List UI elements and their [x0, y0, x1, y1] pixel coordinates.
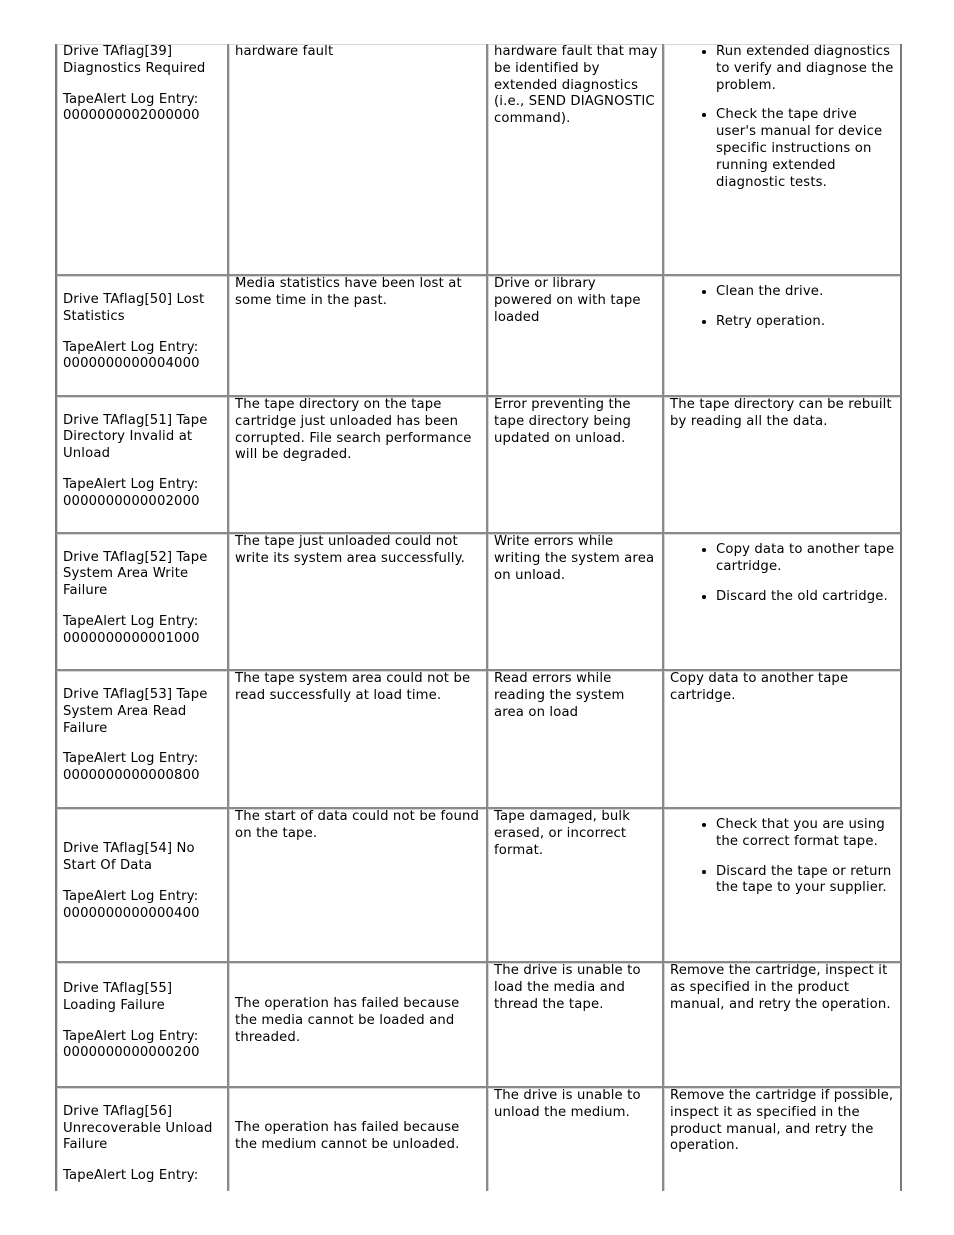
cause-cell: The drive is unable to load the media and thread the tape. — [487, 962, 663, 1087]
list-item: • Check the tape drive user's manual for device specific instructions on running extended diagnostic tests. — [716, 107, 896, 191]
table-row — [55, 275, 902, 396]
list-item: • Discard the old cartridge. — [716, 589, 896, 606]
description-cell: Media statistics have been lost at some time in the past. — [228, 275, 487, 396]
description-cell: The operation has failed because the medium cannot be unloaded. — [228, 1087, 487, 1191]
description-cell: The tape directory on the tape cartridge just unloaded has been corrupted. File search performance will be degraded. — [228, 396, 487, 533]
list-item: • Check that you are using the correct format tape. — [716, 817, 896, 851]
log-entry: TapeAlert Log Entry: 0000000000002000 — [63, 476, 200, 509]
description-cell: The start of data could not be found on the tape. — [228, 808, 487, 962]
list-item: • Discard the tape or return the tape to your supplier. — [716, 864, 896, 898]
action-cell — [663, 275, 902, 396]
list-item: • Clean the drive. — [716, 284, 896, 301]
cause-cell: Tape damaged, bulk erased, or incorrect format. — [487, 808, 663, 962]
flag-cell — [55, 808, 228, 962]
action-list — [670, 44, 896, 191]
table-row — [55, 962, 902, 1087]
flag-name: Drive TAflag[55] Loading Failure — [63, 980, 173, 1013]
action-cell: Copy data to another tape cartridge. — [663, 670, 902, 808]
list-item: • Retry operation. — [716, 314, 896, 331]
flag-cell — [55, 44, 228, 275]
flag-cell — [55, 962, 228, 1087]
table-row — [55, 808, 902, 962]
log-entry: TapeAlert Log Entry: 0000000000000400 — [63, 889, 200, 921]
flag-name: Drive TAflag[39] Diagnostics Required — [63, 44, 206, 76]
log-entry: TapeAlert Log Entry: 0000000000000200 — [63, 1028, 200, 1061]
cause-cell: hardware fault that may be identified by extended diagnostics (i.e., SEND DIAGNOSTIC command). — [487, 44, 663, 275]
flag-name: Drive TAflag[52] Tape System Area Write Failure — [63, 549, 208, 599]
description-cell: The operation has failed because the media cannot be loaded and threaded. — [228, 962, 487, 1087]
description-cell: The tape system area could not be read successfully at load time. — [228, 670, 487, 808]
log-entry: TapeAlert Log Entry: 0000000002000000 — [63, 91, 200, 124]
table-row — [55, 396, 902, 533]
log-entry: TapeAlert Log Entry: — [63, 1168, 199, 1184]
flag-name: Drive TAflag[50] Lost Statistics — [63, 291, 205, 324]
action-list — [670, 542, 896, 605]
description-cell: hardware fault — [228, 44, 487, 275]
table-row — [55, 670, 902, 808]
action-cell: Remove the cartridge, inspect it as specified in the product manual, and retry the operation. — [663, 962, 902, 1087]
table-row — [55, 44, 902, 275]
flag-name: Drive TAflag[51] Tape Directory Invalid at Unload — [63, 412, 208, 462]
action-list — [670, 817, 896, 897]
log-entry: TapeAlert Log Entry: 0000000000001000 — [63, 613, 200, 646]
action-cell: The tape directory can be rebuilt by reading all the data. — [663, 396, 902, 533]
cause-cell: The drive is unable to unload the medium. — [487, 1087, 663, 1191]
flag-name: Drive TAflag[56] Unrecoverable Unload Failure — [63, 1103, 213, 1153]
action-cell — [663, 44, 902, 275]
list-item: • Copy data to another tape cartridge. — [716, 542, 896, 576]
table-row — [55, 1087, 902, 1191]
flag-cell — [55, 1087, 228, 1191]
action-cell — [663, 533, 902, 670]
flag-cell — [55, 396, 228, 533]
cause-cell: Read errors while reading the system area on load — [487, 670, 663, 808]
cause-cell: Error preventing the tape directory being updated on unload. — [487, 396, 663, 533]
log-entry: TapeAlert Log Entry: 0000000000004000 — [63, 339, 200, 372]
action-cell — [663, 808, 902, 962]
flag-name: Drive TAflag[54] No Start Of Data — [63, 841, 195, 874]
flag-cell — [55, 275, 228, 396]
action-cell: Remove the cartridge if possible, inspect it as specified in the product manual, and retry the operation. — [663, 1087, 902, 1191]
flag-name: Drive TAflag[53] Tape System Area Read Failure — [63, 687, 208, 736]
flag-cell — [55, 670, 228, 808]
cause-cell: Write errors while writing the system area on unload. — [487, 533, 663, 670]
cause-cell: Drive or library powered on with tape loaded — [487, 275, 663, 396]
flag-cell — [55, 533, 228, 670]
action-list — [670, 284, 896, 331]
table-row — [55, 533, 902, 670]
description-cell: The tape just unloaded could not write its system area successfully. — [228, 533, 487, 670]
list-item: • Run extended diagnostics to verify and diagnose the problem. — [716, 44, 896, 94]
log-entry: TapeAlert Log Entry: 0000000000000800 — [63, 751, 200, 784]
tapealert-table — [55, 44, 902, 1191]
